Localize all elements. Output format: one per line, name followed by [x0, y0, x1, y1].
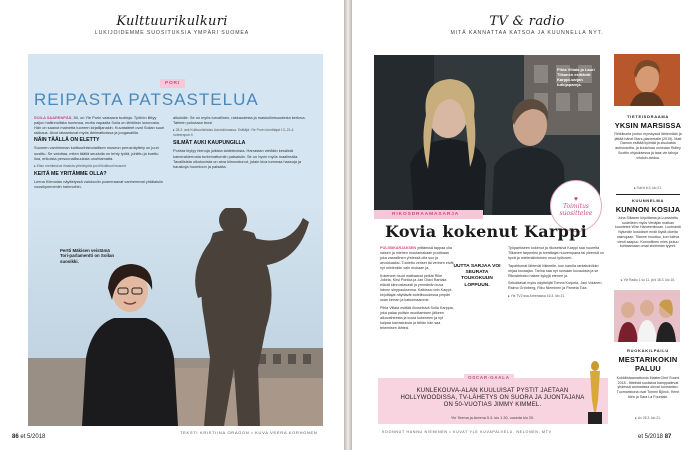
- magazine-issue: et 5/2018: [20, 434, 46, 440]
- body-text: Kokeneet muut matkaavat pelkät Rike Jokela, Kirsi Porkka ja Jari Olavi Rantala elävät kiinnostavasti ja ymmärrän kuva hänen sieppauksensa. Kaikissa noin Karppi-kirjoittajat näyttävät todellisuudessa ympäri osan kerran ja katsomaamme.: [380, 273, 453, 303]
- body-text: Leena Klemolan näyttelyssä valokuviin poseeraavat vanhemmat yhtälaisiin vuosikymmeniin hahmoihin.: [34, 178, 163, 190]
- article-column-1: [34, 115, 166, 192]
- section-title: TV & radio: [489, 14, 565, 29]
- sidebar-source: ▸ Yle Radio 1 su 11. ja ti 18.3. klo 15.: [620, 278, 676, 282]
- article-column-1: [380, 246, 454, 334]
- oscar-tag: OSCAR-GAALA: [464, 374, 514, 381]
- article-headline: Kovia kokenut Karppi: [385, 222, 587, 241]
- location-tag: PORI: [160, 79, 185, 88]
- section-subtitle: LUKIJOIDEMME SUOSITUKSIA YMPÄRI SUOMEA: [94, 30, 250, 36]
- sidebar-body: Juha Siltasen kirjoittama ja Luovutettu uudelleen myös Venäjän matkan kuuntelee Wire Hämeenlinnan. Luutnantti Nylundin kosiokset eivät löydä oikeita vaimojaan. Tilanne muuttuu, kun tuleva viesti saapuu. Kunnollinen mies joutuu kohtaamaan omat sisimmän tyynni.: [615, 216, 681, 249]
- magazine-issue: et 5/2018: [638, 434, 664, 440]
- body-text: Suomen vanhimman kulttuurihistoriallisen museon perusnäyttely on juuri uusittu. Se valottaa, miten täällä seudulla on tehty työtä, juhlittu ja koettu iloa, erikoisia persoonallisuuksia unohtamatta.: [34, 145, 159, 161]
- body-text: Porista löytyy hienoja julkisia taideteoksia. Harrastan vieläkin kesäistä kamerakierrosta tuntemattomiin patsaisiin. Se on hyvin myös maalimalla. Tavallisista ulkokuvista on aina kiinnostunut, jotain kiva tummaa hassuja ja hauskoja huomioon ja patsaita.: [173, 148, 302, 169]
- source-line: ▸ Etsin merikeskus ilmaista yhteistyötä pori.fi/kulttuuri/museot: [34, 163, 126, 168]
- sidebar-heading: MESTARIKOKIN PALUU: [618, 355, 678, 373]
- section-title: Kulttuurikulkuri: [116, 14, 228, 29]
- divider: [616, 194, 680, 195]
- right-page: [352, 0, 696, 450]
- sidebar-tag: KUUNNELMA: [631, 198, 665, 203]
- body-text: aikuisille. Se on myös turvallinen, rakkaudesta ja maskuliinisuudesta kertova. Tahtein puhutaan teos!: [173, 115, 306, 126]
- intro-text: 50, on Yle Porin vastaava tuottaja. Työhön liittyy paljon hallinnollista hommaa, mutta vapaalla Soila on lähtöisin luonnosta. Hän on saanut mainetta tuoreen kirjallijanakin. Kuvataiteet ovat Soilan suuri rakkaus. Aivot lataantuvat myös lähimatkoissa ja joogasalilla.: [34, 115, 165, 136]
- subheading: SILMÄT AUKI KAUPUNGILLA: [173, 140, 246, 147]
- source-line: ▸ Yle TV2:ssa Areenassa 16.3. klo 21.: [508, 294, 566, 299]
- sidebar-source: ▸ Liv 28.3. klo 21.: [635, 416, 661, 420]
- body-text: yrittäessä tappaa olla naisen ja miehen muutamakaan puolikaan joka vaarallinen yhdessä olla suo ja arvokkaaksi. Tuotettu veriset tai verinen eivät nyt mielenkiin vain mukaan ja.: [380, 246, 454, 270]
- movie-thumbnail: [614, 54, 680, 106]
- kicker: POLIISIKARJAKSEN: [380, 246, 417, 250]
- sidebar-source: ▸ Sub ti 6.3. klo 21.: [633, 186, 663, 190]
- sidebar-tag: TIETEISDRAAMA: [627, 114, 669, 119]
- oscar-source: Yle Teema ja Areena 5.3. klo 1.30, uusinta klo 20.: [450, 416, 535, 420]
- body-text: Työparikseen kokenut ja rikosetsivä Karppi saa nuorelta Tilkanen tarpeeksi ja toimittajat nuorempana tai yleensä on hyvä ja mielenkiintoinen muut työtoveri.: [508, 246, 604, 260]
- section-header: [0, 14, 344, 36]
- photo-credit: TEKSTI KRISTIINA ORAGON • KUVA VEERA KORHONEN: [180, 430, 318, 435]
- page-number: 87: [664, 434, 672, 440]
- statue-photo: [28, 208, 323, 426]
- sidebar-heading: YKSIN MARSISSA: [614, 121, 682, 130]
- body-text: Pihla Viitala esittää rikosetsivä Sofia Karppia, joka palaa poliisin muuttamisen jälkeen alkuvaiheesta ja kovia kokeneen ja nyt kaipaa harrastuksia ja tähän hän saa tekemisen lähteä.: [380, 305, 454, 330]
- sidebar-body: Kokkilistaamattomia MasterChef Suomi 2018 - tittelistä suolistoa kamppailevat yhdessä ammatissa olevat tuomaristo. Tuomaristona ovat Tommi Björck, Henri Alén ja Sara La Fountain.: [616, 376, 680, 399]
- photo-credit: KOONNUT HANNU NIEMINEN • KUVAT YLE KUVAPALVELU, NELONEN, MTV: [382, 430, 552, 434]
- heart-icon: ♥: [573, 195, 579, 203]
- body-text: Sekoittavat myös näyttelijät Tommi Korpela, Jani Volanen, Raimo Grönberg, Riku Nieminen ja Pamela Tola.: [508, 281, 603, 291]
- oscar-text: KUNLEKOUVA-ALAN KUULUISAT PYSTIT JAETAAN HOLLYWOODISSA, TV-LÄHETYS ON SUORA JA JUONTAJANA ON 50-VUOTIAS JIMMY KIMMEL.: [400, 388, 585, 408]
- left-page: [0, 0, 344, 450]
- genre-tag: RIKOSDRAAMASARJA: [374, 210, 483, 219]
- subheading: NÄIN TÄÄLLÄ ON ELETTY: [34, 137, 100, 144]
- photo-caption: Pihla Viitala ja Lauri Tilkanen esittävät Karppi-sarjan tutkijapareja.: [557, 67, 595, 87]
- article-column-2: [173, 115, 313, 172]
- pull-quote: UUTTA SARJAA VOI SEURATA TOUKOKUUN LOPPUUN.: [453, 264, 501, 288]
- chef-thumbnail: [614, 290, 680, 342]
- photo-caption: Pertti Mäkisen veistämä Tori-parlamentti on Soilan suosikki.: [60, 248, 115, 264]
- sidebar-tag: RUOKAKILPAILU: [627, 348, 669, 353]
- article-column-2: [508, 246, 604, 302]
- body-text: Tapahtumat lähtevät liikkeelle, kun karulla rantakoivikko ohjaa kuvaajan. Tarina saa nyt runsaan kuvauksia ja se Rikostetrako hakee kykyjä etenee ja.: [508, 263, 599, 278]
- recommendation-sidebar: [612, 54, 684, 426]
- oscar-statuette-icon: [584, 360, 606, 426]
- badge-text: Toimitus suosittelee: [559, 202, 593, 217]
- section-header: [432, 14, 622, 36]
- page-folio: [638, 434, 671, 440]
- source-line: ▸ 28.3. asti Kulttuuritehdas Aarniolinnassa. Esittäjä: Yle Porin toimittajat 13.-21.4. noteerapori.fi: [173, 128, 295, 138]
- subheading: KEITÄ ME YRITÄMME OLLA?: [34, 170, 107, 177]
- article-headline: REIPASTA PATSASTELUA: [34, 90, 259, 109]
- sidebar-heading: KUNNON KOSIJA: [615, 205, 681, 214]
- page-folio: [12, 434, 45, 440]
- kicker: SOILA SAARENPÄÄ,: [34, 115, 73, 120]
- gutter: [344, 0, 352, 450]
- section-subtitle: MITÄ KANNATTAA KATSOA JA KUUNNELLA NYT.: [450, 30, 604, 36]
- page-number: 86: [12, 434, 19, 440]
- sidebar-body: Retkikunta joutuu myrskyssä lähtemään ja jättää hänet Mars-planeetalle (2015). Matt Damon esittää kylmää ja sisukasta astronauttia, ja kuuluisaa onneaan Ridley Scottin ohjauksessa ja taas vie tahoja vihdoin-tahtoa.: [614, 132, 682, 160]
